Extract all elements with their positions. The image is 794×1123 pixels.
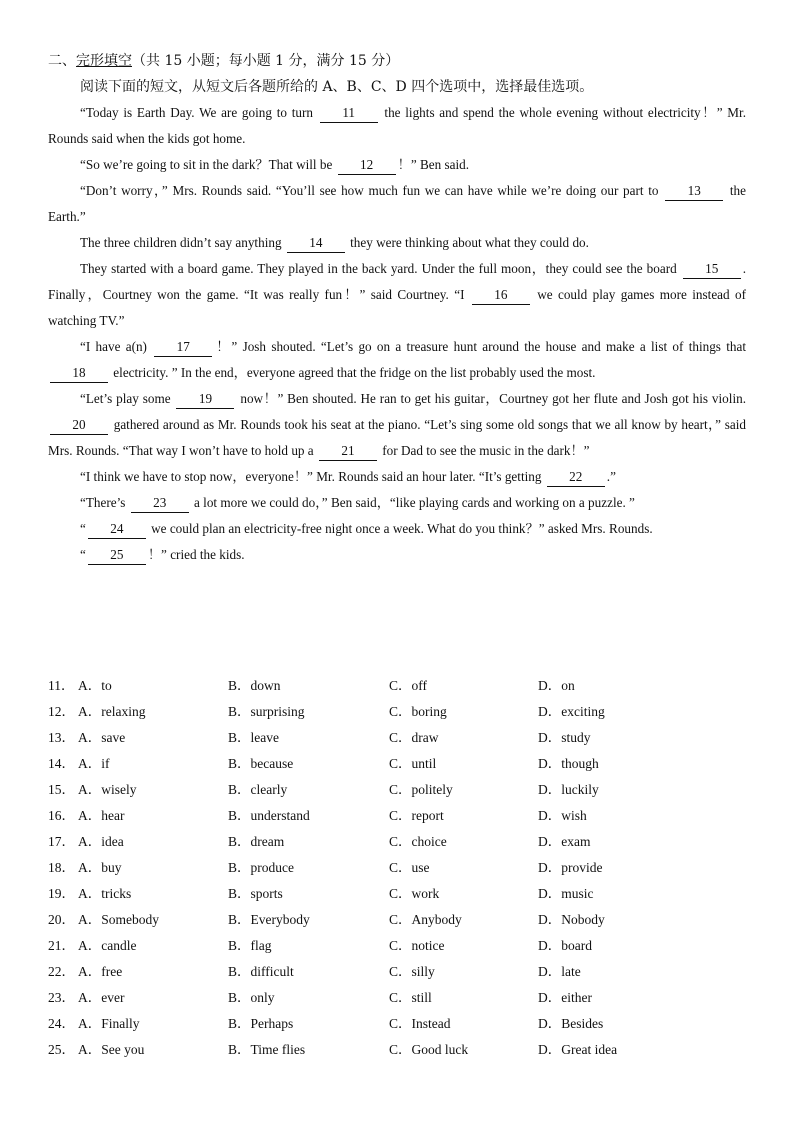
passage-text: “Don’t worry，” Mrs. Rounds said. “You’ll see how much fun we can have while we’re doing our part to [80, 183, 664, 198]
option-d[interactable]: D．though [538, 756, 599, 771]
option-a[interactable]: A．hear [78, 808, 125, 823]
option-d[interactable]: D．wish [538, 808, 587, 823]
option-c[interactable]: C．Good luck [389, 1042, 469, 1057]
option-c[interactable]: C．off [389, 678, 428, 693]
passage-text: They started with a board game. They played in the back yard. Under the full moon，they could see the board [80, 261, 681, 276]
question-row [48, 1037, 746, 1063]
option-d[interactable]: D．study [538, 730, 591, 745]
option-a[interactable]: A．save [78, 730, 126, 745]
question-row [48, 777, 746, 803]
question-row [48, 673, 746, 699]
passage-text: gathered around as Mr. Rounds took his seat at the piano. “Let’s sing some old songs that we all know by heart，” said Mrs. Rounds. “That way I won’t have to hold up a [48, 417, 746, 458]
question-number: 19． [48, 886, 75, 901]
answer-blank[interactable]: 12 [338, 156, 396, 175]
option-d[interactable]: D．Great idea [538, 1042, 618, 1057]
question-row [48, 1011, 746, 1037]
option-d[interactable]: D．either [538, 990, 592, 1005]
section-instruction: 阅读下面的短文，从短文后各题所给的 A、B、C、D 四个选项中，选择最佳选项。 [80, 79, 594, 95]
question-number: 15． [48, 782, 75, 797]
passage-paragraph [48, 100, 746, 152]
passage-text: “So we’re going to sit in the dark？That will be [80, 157, 336, 172]
answer-blank[interactable]: 23 [131, 494, 189, 513]
option-d[interactable]: D．provide [538, 860, 603, 875]
option-d[interactable]: D．Nobody [538, 912, 605, 927]
option-c[interactable]: C．boring [389, 704, 447, 719]
answer-blank[interactable]: 11 [320, 104, 378, 123]
question-row [48, 829, 746, 855]
question-number: 18． [48, 860, 75, 875]
passage-paragraph [48, 178, 746, 230]
question-number: 24． [48, 1016, 75, 1031]
option-d[interactable]: D．late [538, 964, 581, 979]
answer-blank[interactable]: 21 [319, 442, 377, 461]
section-title: 完形填空 [76, 53, 132, 69]
option-b[interactable]: B．Time flies [228, 1042, 306, 1057]
question-row [48, 699, 746, 725]
passage-text: a lot more we could do，” Ben said，“like playing cards and working on a puzzle. ” [190, 495, 635, 510]
question-number: 20． [48, 912, 75, 927]
question-number: 16． [48, 808, 75, 823]
option-c[interactable]: C．report [389, 808, 444, 823]
option-b[interactable]: B．leave [228, 730, 279, 745]
question-row [48, 725, 746, 751]
option-a[interactable]: A．if [78, 756, 110, 771]
passage-text: ！” Ben said. [397, 157, 470, 172]
section-heading [48, 48, 746, 74]
question-row [48, 751, 746, 777]
option-d[interactable]: D．exciting [538, 704, 605, 719]
section-score-note: （共 15 小题；每小题 1 分，满分 15 分） [132, 53, 400, 69]
option-d[interactable]: D．board [538, 938, 592, 953]
passage-paragraph [48, 334, 746, 386]
option-c[interactable]: C．draw [389, 730, 439, 745]
passage-text: they were thinking about what they could do. [346, 235, 589, 250]
option-c[interactable]: C．Instead [389, 1016, 451, 1031]
passage-paragraph [48, 230, 746, 256]
answer-blank[interactable]: 25 [88, 546, 146, 565]
question-row [48, 959, 746, 985]
answer-blank[interactable]: 13 [665, 182, 723, 201]
option-a[interactable]: A．buy [78, 860, 122, 875]
option-b[interactable]: B．understand [228, 808, 310, 823]
passage-text: electricity. ” In the end，everyone agreed that the fridge on the list probably used the most. [110, 365, 596, 380]
answer-blank[interactable]: 18 [50, 364, 108, 383]
passage-paragraph [48, 152, 746, 178]
option-d[interactable]: D．on [538, 678, 575, 693]
option-a[interactable]: A．free [78, 964, 123, 979]
passage-text: “Today is Earth Day. We are going to turn [80, 105, 318, 120]
question-number: 23． [48, 990, 75, 1005]
option-c[interactable]: C．still [389, 990, 432, 1005]
passage-paragraph [48, 386, 746, 464]
passage-text: . Finally，Courtney won the game. “It was really fun！” said Courtney. “I [48, 261, 746, 302]
option-a[interactable]: A．wisely [78, 782, 137, 797]
question-number: 25． [48, 1042, 75, 1057]
option-d[interactable]: D．exam [538, 834, 591, 849]
option-b[interactable]: B．Everybody [228, 912, 310, 927]
question-row [48, 933, 746, 959]
answer-blank[interactable]: 17 [154, 338, 212, 357]
answer-blank[interactable]: 20 [50, 416, 108, 435]
question-row [48, 881, 746, 907]
passage-text: we could plan an electricity-free night once a week. What do you think？” asked Mrs. Rounds. [147, 521, 653, 536]
passage-paragraph [48, 542, 746, 568]
option-c[interactable]: C．Anybody [389, 912, 462, 927]
passage-text: the Earth.” [48, 183, 746, 224]
answer-blank[interactable]: 24 [88, 520, 146, 539]
option-b[interactable]: B．dream [228, 834, 285, 849]
passage-text: ！” Josh shouted. “Let’s go on a treasure hunt around the house and make a list of things that [214, 339, 746, 354]
passage-text: “There’s [80, 495, 129, 510]
option-a[interactable]: A．to [78, 678, 112, 693]
option-c[interactable]: C．politely [389, 782, 453, 797]
passage-text: .” [606, 469, 616, 484]
question-number: 11． [48, 678, 75, 693]
answer-blank[interactable]: 16 [472, 286, 530, 305]
option-d[interactable]: D．Besides [538, 1016, 604, 1031]
option-c[interactable]: C．until [389, 756, 437, 771]
option-b[interactable]: B．only [228, 990, 275, 1005]
option-a[interactable]: A．See you [78, 1042, 145, 1057]
section-prefix: 二、 [48, 53, 76, 69]
passage-text: “I have a(n) [80, 339, 153, 354]
option-a[interactable]: A．relaxing [78, 704, 146, 719]
option-c[interactable]: C．notice [389, 938, 445, 953]
cloze-passage [48, 100, 746, 568]
passage-text: “ [80, 521, 86, 536]
question-row [48, 985, 746, 1011]
option-d[interactable]: D．luckily [538, 782, 599, 797]
option-b[interactable]: B．surprising [228, 704, 305, 719]
passage-paragraph [48, 516, 746, 542]
option-b[interactable]: B．Perhaps [228, 1016, 294, 1031]
passage-text: The three children didn’t say anything [80, 235, 285, 250]
answer-blank[interactable]: 14 [287, 234, 345, 253]
option-b[interactable]: B．difficult [228, 964, 294, 979]
option-a[interactable]: A．Somebody [78, 912, 159, 927]
question-number: 17． [48, 834, 75, 849]
question-row [48, 855, 746, 881]
cloze-section [48, 48, 746, 568]
passage-text: “ [80, 547, 86, 562]
question-row [48, 803, 746, 829]
passage-text: ！” cried the kids. [147, 547, 245, 562]
question-row [48, 907, 746, 933]
answer-blank[interactable]: 15 [683, 260, 741, 279]
option-a[interactable]: A．Finally [78, 1016, 140, 1031]
passage-text: “Let’s play some [80, 391, 175, 406]
option-b[interactable]: B．flag [228, 938, 272, 953]
answer-blank[interactable]: 19 [176, 390, 234, 409]
option-c[interactable]: C．work [389, 886, 440, 901]
option-a[interactable]: A．idea [78, 834, 124, 849]
option-b[interactable]: B．because [228, 756, 294, 771]
answer-blank[interactable]: 22 [547, 468, 605, 487]
passage-text: “I think we have to stop now，everyone！” Mr. Rounds said an hour later. “It’s getting [80, 469, 545, 484]
passage-text: now！” Ben shouted. He ran to get his guitar，Courtney got her flute and Josh got his violin. [236, 391, 746, 406]
option-d[interactable]: D．music [538, 886, 594, 901]
option-b[interactable]: B．produce [228, 860, 294, 875]
option-b[interactable]: B．sports [228, 886, 283, 901]
option-c[interactable]: C．use [389, 860, 430, 875]
question-number: 13． [48, 730, 75, 745]
passage-paragraph [48, 256, 746, 334]
option-a[interactable]: A．candle [78, 938, 137, 953]
passage-text: we could play games more instead of watching TV.” [48, 287, 746, 328]
option-b[interactable]: B．down [228, 678, 281, 693]
passage-text: for Dad to see the music in the dark！” [378, 443, 590, 458]
option-c[interactable]: C．choice [389, 834, 447, 849]
passage-paragraph [48, 464, 746, 490]
question-number: 21． [48, 938, 75, 953]
passage-text: the lights and spend the whole evening without electricity！” Mr. Rounds said when the kids got home. [48, 105, 746, 146]
option-c[interactable]: C．silly [389, 964, 435, 979]
passage-paragraph [48, 490, 746, 516]
question-number: 12． [48, 704, 75, 719]
option-a[interactable]: A．tricks [78, 886, 132, 901]
option-b[interactable]: B．clearly [228, 782, 288, 797]
answer-options [48, 673, 746, 1063]
question-number: 22． [48, 964, 75, 979]
option-a[interactable]: A．ever [78, 990, 125, 1005]
question-number: 14． [48, 756, 75, 771]
